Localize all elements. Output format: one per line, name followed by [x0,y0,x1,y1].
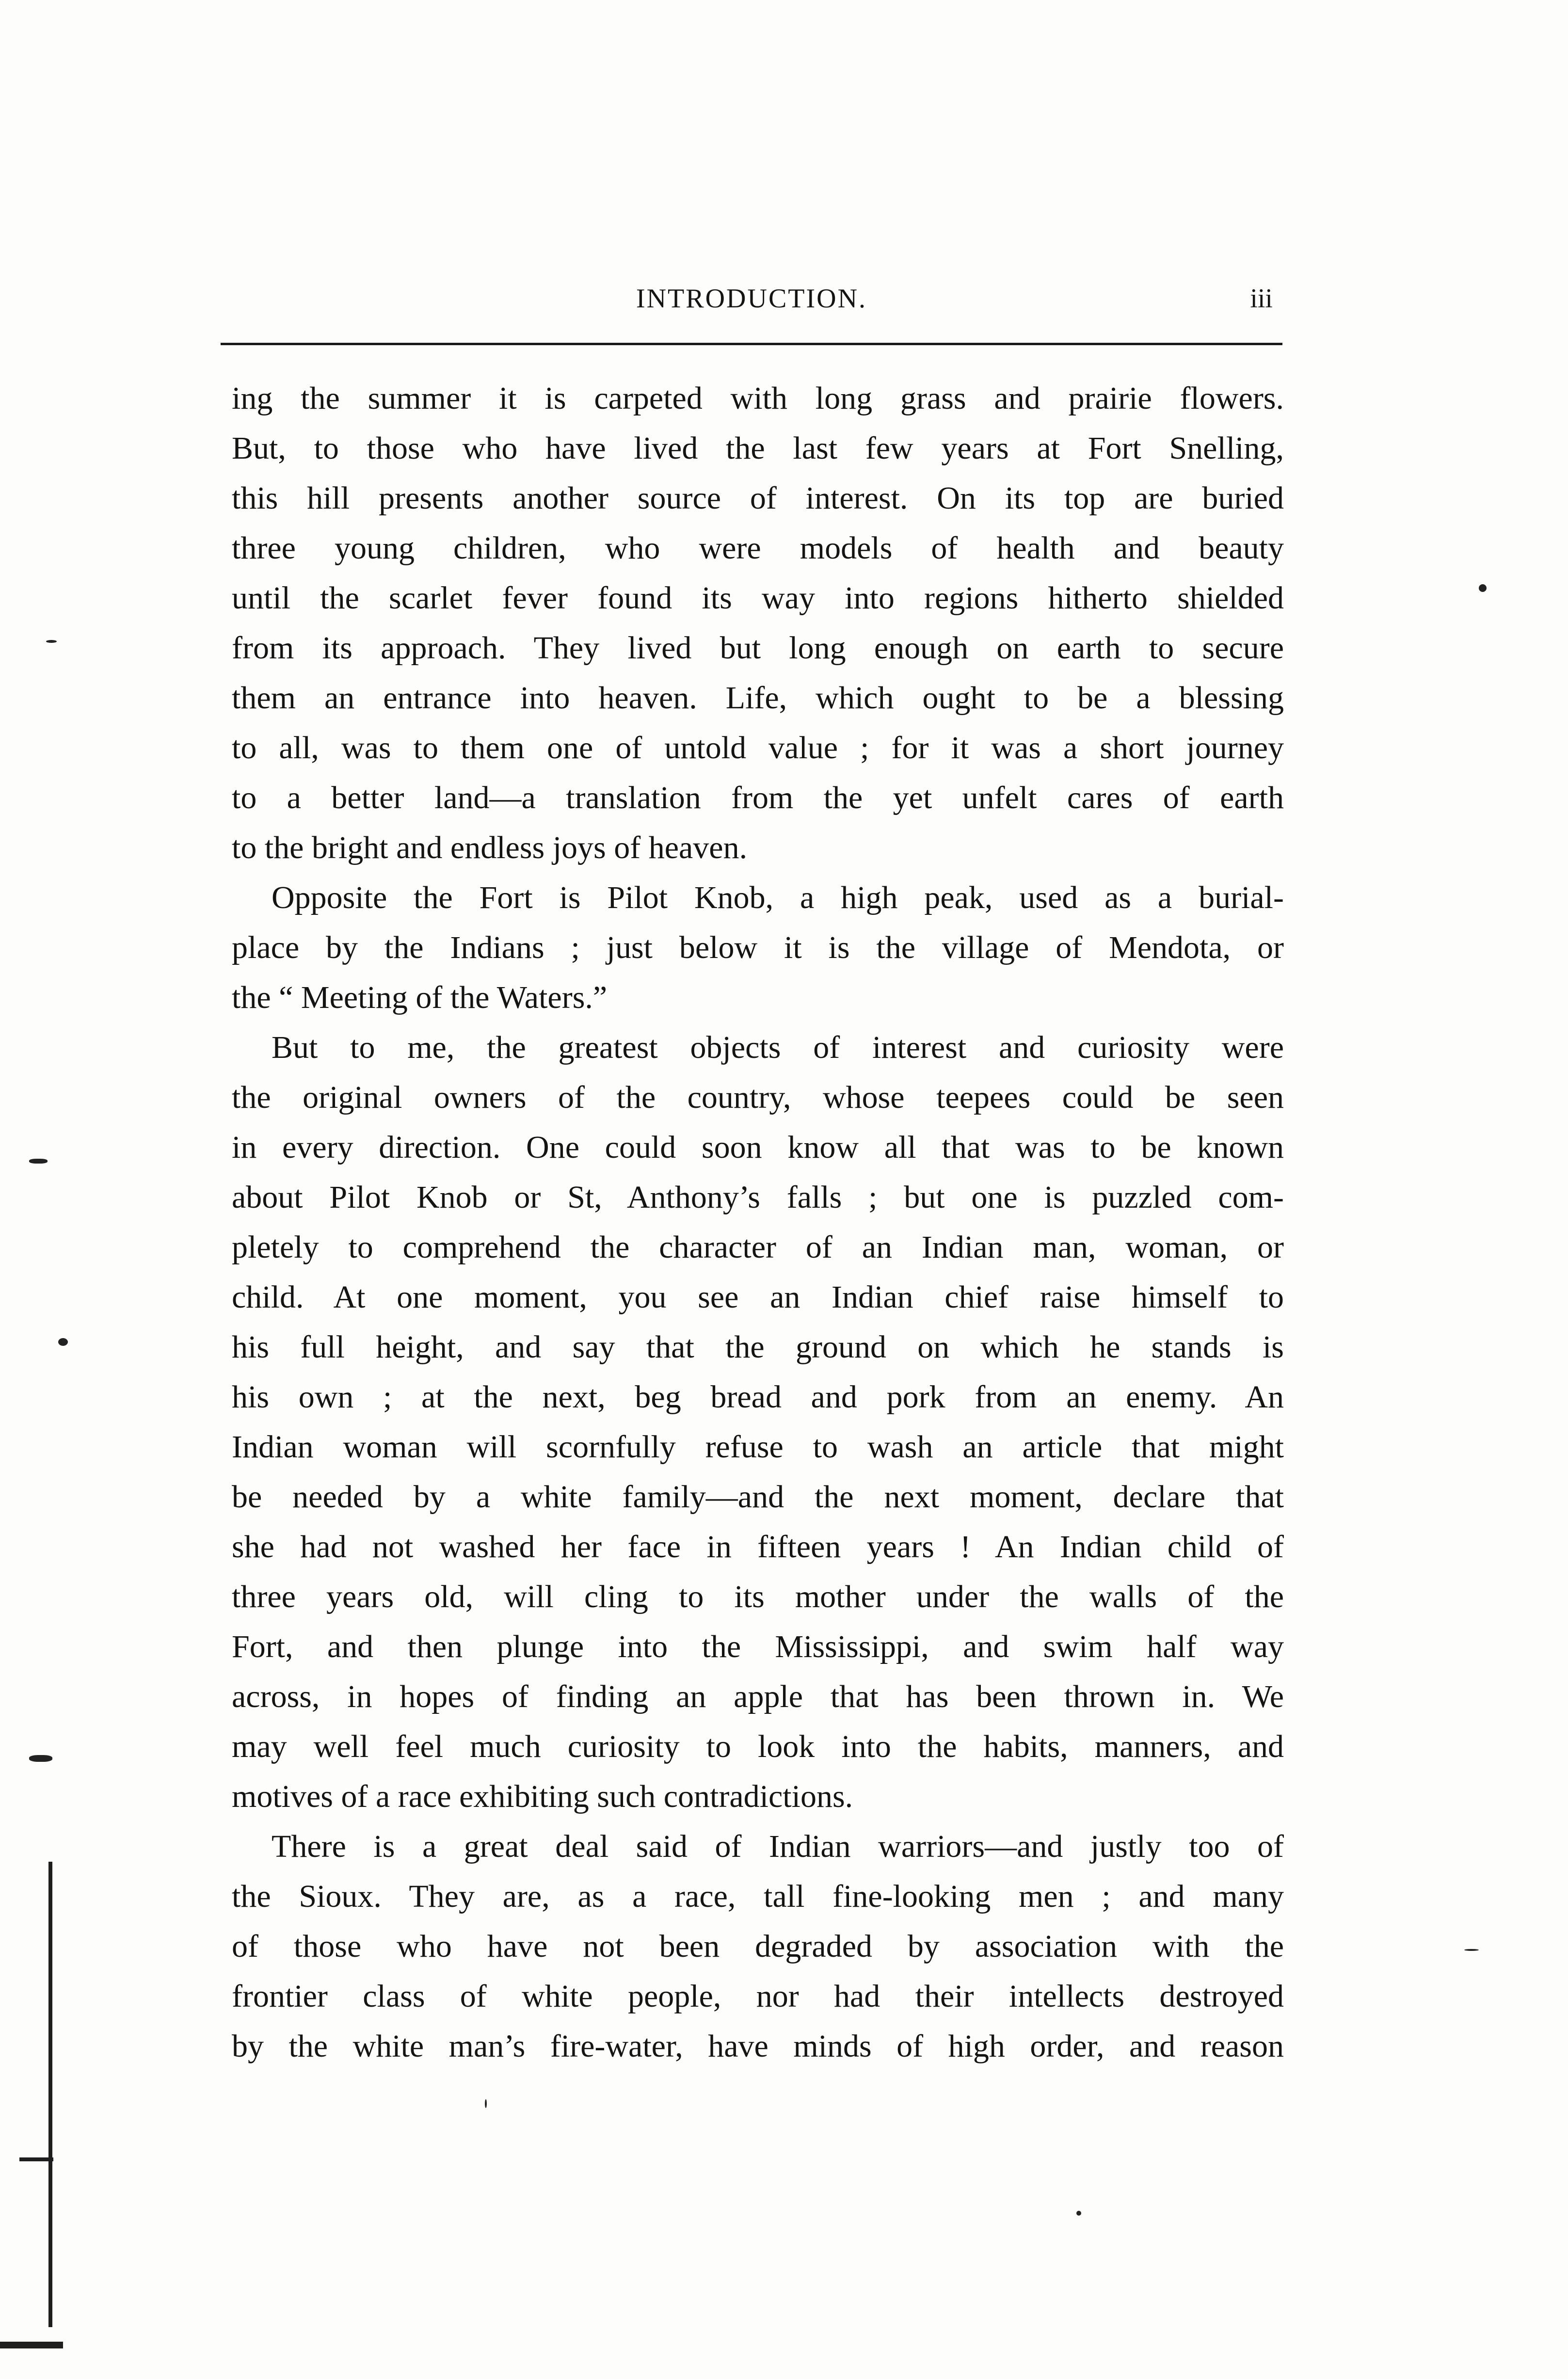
text-line: place by the Indians ; just below it is the village of Mendota, or [232,930,1284,965]
text-line: until the scarlet fever found its way into regions hitherto shielded [232,580,1284,616]
binding-mark-tick [19,2157,53,2161]
text-line: three years old, will cling to its mother under the walls of the [232,1579,1284,1614]
text-line: ing the summer it is carpeted with long grass and prairie flowers. [232,381,1284,416]
text-line: across, in hopes of finding an apple that has been thrown in. We [232,1679,1284,1714]
text-line: his full height, and say that the ground on which he stands is [232,1329,1284,1365]
text-line: this hill presents another source of interest. On its top are buried [232,480,1284,516]
text-line: motives of a race exhibiting such contradictions. [232,1779,853,1814]
running-head: INTRODUCTION. [636,284,867,314]
text-line: by the white man’s fire-water, have minds of high order, and reason [232,2028,1284,2064]
text-line: may well feel much curiosity to look into the habits, manners, and [232,1729,1284,1764]
text-line: Opposite the Fort is Pilot Knob, a high peak, used as a burial- [272,880,1284,915]
text-line: Indian woman will scornfully refuse to wash an article that might [232,1429,1284,1465]
text-line: to a better land—a translation from the yet unfelt cares of earth [232,780,1284,815]
text-line: the “ Meeting of the Waters.” [232,980,608,1015]
text-line: three young children, who were models of health and beauty [232,530,1284,566]
text-line: to the bright and endless joys of heaven. [232,830,748,865]
header-rule [221,343,1282,345]
text-line: the Sioux. They are, as a race, tall fine-looking men ; and many [232,1879,1284,1914]
text-line: pletely to comprehend the character of an Indian man, woman, or [232,1229,1284,1265]
text-line: to all, was to them one of untold value ; for it was a short journey [232,730,1284,766]
text-line: be needed by a white family—and the next moment, declare that [232,1479,1284,1515]
text-line: Fort, and then plunge into the Mississippi, and swim half way [232,1629,1284,1664]
text-line: in every direction. One could soon know all that was to be known [232,1130,1284,1165]
text-line: There is a great deal said of Indian warriors—and justly too of [272,1829,1284,1864]
text-line: from its approach. They lived but long enough on earth to secure [232,630,1284,666]
text-line: them an entrance into heaven. Life, which ought to be a blessing [232,680,1284,716]
text-line: the original owners of the country, whose teepees could be seen [232,1080,1284,1115]
page-number: iii [1250,284,1273,314]
text-line: of those who have not been degraded by association with the [232,1929,1284,1964]
body-text [232,373,1284,2071]
text-line: child. At one moment, you see an Indian chief raise himself to [232,1279,1284,1315]
page-header [221,281,1282,325]
text-line: she had not washed her face in fifteen years ! An Indian child of [232,1529,1284,1565]
bottom-edge-mark [0,2342,63,2348]
text-line: his own ; at the next, beg bread and pork from an enemy. An [232,1379,1284,1415]
text-line: about Pilot Knob or St, Anthony’s falls ; but one is puzzled com- [232,1180,1284,1215]
text-line: frontier class of white people, nor had their intellects destroyed [232,1979,1284,2014]
binding-mark [48,1862,52,2327]
text-line: But, to those who have lived the last few years at Fort Snelling, [232,431,1284,466]
text-line: But to me, the greatest objects of interest and curiosity were [272,1030,1284,1065]
